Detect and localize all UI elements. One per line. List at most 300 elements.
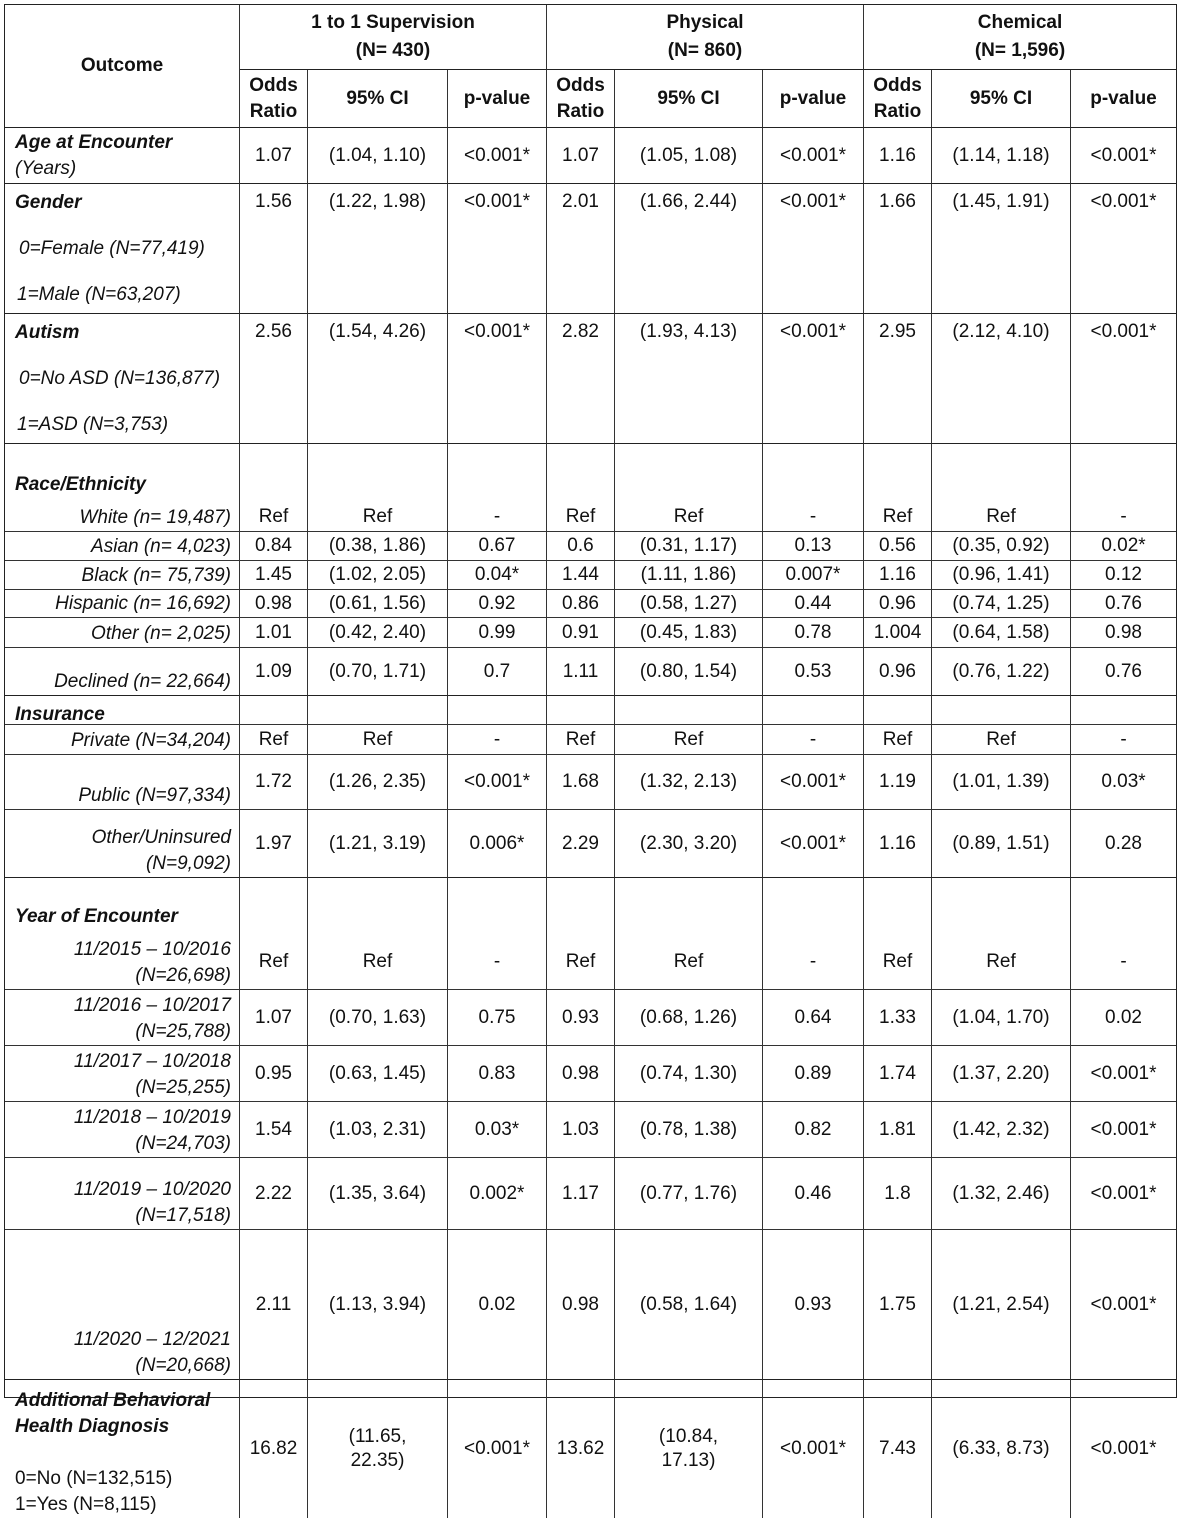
value-text: <0.001* xyxy=(463,771,531,792)
value-text: (0.58, 1.64) xyxy=(639,1293,738,1315)
value-cell xyxy=(1071,755,1176,810)
value-cell xyxy=(1071,1380,1176,1518)
value-text: <0.001* xyxy=(463,321,531,342)
value-text: 2.01 xyxy=(562,191,599,212)
label-text: 1=ASD (N=3,753) xyxy=(17,414,169,435)
value-cell xyxy=(615,532,763,561)
value-cell xyxy=(547,590,615,618)
label-text: Age at Encounter xyxy=(15,132,173,153)
empty-cell xyxy=(448,444,547,502)
value-cell xyxy=(615,128,763,184)
value-cell xyxy=(763,502,864,532)
value-text: (1.35, 3.64) xyxy=(328,1182,427,1204)
value-cell xyxy=(1071,648,1176,696)
value-text: 0.02* xyxy=(1101,535,1146,556)
value-cell xyxy=(1071,590,1176,618)
label-text: Public (N=97,334) xyxy=(78,785,231,806)
value-cell xyxy=(308,314,448,444)
value-text: (1.32, 2.46) xyxy=(952,1182,1050,1204)
empty-cell xyxy=(308,444,448,502)
row-label-race xyxy=(5,532,240,561)
value-cell xyxy=(308,1380,448,1518)
results-table xyxy=(4,4,1177,1515)
section-title-year xyxy=(5,878,240,934)
value-cell xyxy=(308,532,448,561)
subheader-ci xyxy=(932,70,1071,128)
empty-cell xyxy=(864,696,932,725)
value-cell xyxy=(864,532,932,561)
value-text: 1.75 xyxy=(879,1293,916,1315)
value-text: 1.07 xyxy=(255,1006,292,1028)
empty-cell xyxy=(763,696,864,725)
value-text: 1.01 xyxy=(255,621,292,643)
value-cell xyxy=(448,934,547,990)
row-label-year xyxy=(5,1102,240,1158)
empty-cell xyxy=(615,878,763,934)
value-cell xyxy=(308,1158,448,1230)
value-cell xyxy=(932,1230,1071,1380)
value-cell xyxy=(864,810,932,878)
value-text: 0.12 xyxy=(1105,564,1142,585)
value-cell xyxy=(308,990,448,1046)
value-cell xyxy=(448,502,547,532)
value-cell xyxy=(932,1158,1071,1230)
value-text: 0.006* xyxy=(469,832,525,854)
value-cell xyxy=(448,990,547,1046)
value-text: 16.82 xyxy=(249,1438,298,1459)
value-cell xyxy=(615,725,763,755)
value-text: (0.74, 1.30) xyxy=(639,1062,738,1084)
value-cell xyxy=(547,1158,615,1230)
value-text: (1.05, 1.08) xyxy=(639,144,738,166)
value-cell xyxy=(615,618,763,648)
value-text: (0.68, 1.26) xyxy=(639,1006,738,1028)
value-text: 1.54 xyxy=(255,1118,292,1140)
value-cell xyxy=(615,755,763,810)
value-cell xyxy=(547,618,615,648)
value-cell xyxy=(932,590,1071,618)
value-text: (0.96, 1.41) xyxy=(952,564,1050,585)
value-text: (1.04, 1.10) xyxy=(328,144,427,166)
value-cell xyxy=(308,561,448,590)
value-text: 0.78 xyxy=(794,621,832,643)
value-text: 0.95 xyxy=(255,1062,292,1084)
empty-cell xyxy=(932,878,1071,934)
value-text: (1.04, 1.70) xyxy=(952,1006,1050,1028)
value-cell xyxy=(547,810,615,878)
subheader-label: p-value xyxy=(779,87,847,109)
value-text: 1.03 xyxy=(562,1118,599,1140)
value-text: 0.6 xyxy=(567,535,594,556)
value-text: (0.78, 1.38) xyxy=(639,1118,738,1140)
value-cell xyxy=(448,755,547,810)
label-text: Other/Uninsured xyxy=(91,827,231,848)
value-cell xyxy=(763,648,864,696)
value-text: (0.80, 1.54) xyxy=(639,660,738,682)
empty-cell xyxy=(1071,696,1176,725)
value-cell xyxy=(932,1046,1071,1102)
value-cell xyxy=(763,184,864,314)
value-cell xyxy=(1071,502,1176,532)
row-label-race xyxy=(5,502,240,532)
value-text: 2.29 xyxy=(562,832,599,854)
empty-cell xyxy=(932,444,1071,502)
value-text: 0.91 xyxy=(562,621,599,643)
label-text: Autism xyxy=(15,322,80,343)
row-label-year xyxy=(5,1158,240,1230)
value-cell xyxy=(240,1046,308,1102)
value-cell xyxy=(763,561,864,590)
subheader-ci xyxy=(308,70,448,128)
value-text: 0.7 xyxy=(483,660,511,682)
value-cell xyxy=(240,502,308,532)
value-text: 1.19 xyxy=(879,771,916,792)
value-cell xyxy=(615,1158,763,1230)
value-cell xyxy=(615,648,763,696)
value-text: <0.001* xyxy=(779,191,847,212)
value-cell xyxy=(547,184,615,314)
value-text: 0.83 xyxy=(478,1062,516,1084)
row-label-insurance xyxy=(5,725,240,755)
value-cell xyxy=(1071,128,1176,184)
value-text: - xyxy=(493,505,501,527)
empty-cell xyxy=(615,444,763,502)
value-text: 0.99 xyxy=(478,621,516,643)
value-text: 0.93 xyxy=(562,1006,599,1028)
empty-cell xyxy=(547,444,615,502)
value-text: Ref xyxy=(362,728,393,750)
value-text: (1.13, 3.94) xyxy=(328,1293,427,1315)
value-cell xyxy=(547,502,615,532)
value-cell xyxy=(448,532,547,561)
value-text: 2.82 xyxy=(562,321,599,342)
row-label-race xyxy=(5,648,240,696)
row-label-race xyxy=(5,590,240,618)
value-text: 1.45 xyxy=(255,564,292,585)
group-n: (N= 1,596) xyxy=(974,40,1066,61)
row-label-year xyxy=(5,934,240,990)
row-label-insurance xyxy=(5,755,240,810)
group-name: 1 to 1 Supervision xyxy=(311,12,475,33)
value-text: 1.8 xyxy=(884,1182,911,1204)
value-text: - xyxy=(493,728,501,750)
value-text: 0.64 xyxy=(794,1006,832,1028)
value-cell xyxy=(547,1046,615,1102)
value-text: (1.22, 1.98) xyxy=(328,191,427,212)
value-cell xyxy=(547,934,615,990)
value-text: 1.11 xyxy=(562,660,599,682)
value-text: Ref xyxy=(565,505,596,527)
subheader-label: Odds Ratio xyxy=(873,74,922,122)
value-text: 0.76 xyxy=(1105,660,1142,682)
value-text: 1.33 xyxy=(879,1006,916,1028)
value-cell xyxy=(864,184,932,314)
value-text: 0.86 xyxy=(562,592,599,614)
label-text: 0=No ASD (N=136,877) xyxy=(19,368,221,389)
value-cell xyxy=(864,618,932,648)
value-text: (1.54, 4.26) xyxy=(328,321,427,342)
value-text: 1.68 xyxy=(562,771,599,792)
label-text: Year of Encounter xyxy=(15,906,178,927)
value-cell xyxy=(547,1102,615,1158)
value-cell xyxy=(240,1158,308,1230)
value-text: Ref xyxy=(258,950,289,972)
value-cell xyxy=(615,934,763,990)
value-text: (1.21, 3.19) xyxy=(328,832,427,854)
value-cell xyxy=(547,990,615,1046)
value-cell xyxy=(240,934,308,990)
value-text: 1.16 xyxy=(879,832,916,854)
label-text: Declined (n= 22,664) xyxy=(54,671,231,692)
subheader-label: 95% CI xyxy=(657,87,720,109)
value-text: 1.07 xyxy=(562,144,599,166)
empty-cell xyxy=(240,444,308,502)
value-cell xyxy=(240,561,308,590)
value-text: <0.001* xyxy=(1090,144,1157,166)
value-cell xyxy=(615,1230,763,1380)
label-text: 11/2019 – 10/2020 xyxy=(73,1179,231,1200)
value-text: (1.02, 2.05) xyxy=(328,564,427,585)
value-cell xyxy=(1071,314,1176,444)
value-text: Ref xyxy=(986,505,1016,527)
row-label-year xyxy=(5,1046,240,1102)
value-text: <0.001* xyxy=(1090,1182,1157,1204)
value-text: <0.001* xyxy=(779,832,847,854)
value-cell xyxy=(240,648,308,696)
value-cell xyxy=(932,934,1071,990)
value-cell xyxy=(448,618,547,648)
value-cell xyxy=(864,590,932,618)
value-cell xyxy=(615,561,763,590)
row-label-year xyxy=(5,1230,240,1380)
value-text: (0.77, 1.76) xyxy=(639,1182,738,1204)
value-cell xyxy=(615,184,763,314)
value-cell xyxy=(308,755,448,810)
subheader-p xyxy=(448,70,547,128)
value-cell xyxy=(864,1102,932,1158)
value-cell xyxy=(547,1380,615,1518)
value-cell xyxy=(1071,1230,1176,1380)
value-text: 0.96 xyxy=(879,592,916,614)
value-cell xyxy=(448,725,547,755)
value-cell xyxy=(864,1230,932,1380)
value-cell xyxy=(1071,1158,1176,1230)
value-text: 1.72 xyxy=(255,771,292,792)
value-text: Ref xyxy=(362,950,393,972)
value-cell xyxy=(932,618,1071,648)
value-text: 0.002* xyxy=(469,1182,525,1204)
value-text: (0.42, 2.40) xyxy=(328,621,427,643)
value-text: - xyxy=(493,950,501,972)
value-cell xyxy=(615,502,763,532)
value-cell xyxy=(448,590,547,618)
value-cell xyxy=(240,990,308,1046)
value-cell xyxy=(615,1046,763,1102)
value-cell xyxy=(448,1046,547,1102)
empty-cell xyxy=(448,878,547,934)
value-cell xyxy=(864,561,932,590)
value-cell xyxy=(240,1102,308,1158)
label-text: 11/2017 – 10/2018 xyxy=(73,1051,231,1072)
value-cell xyxy=(864,1380,932,1518)
value-text: (0.63, 1.45) xyxy=(328,1062,427,1084)
label-text: (N=24,703) xyxy=(135,1133,231,1154)
value-text: 2.22 xyxy=(255,1182,292,1204)
value-text: Ref xyxy=(882,728,913,750)
label-text: Private (N=34,204) xyxy=(71,730,231,751)
row-label-insurance xyxy=(5,810,240,878)
value-text: <0.001* xyxy=(1090,1293,1157,1315)
value-cell xyxy=(932,1102,1071,1158)
header-group-2 xyxy=(864,5,1176,70)
value-text: Ref xyxy=(565,950,596,972)
subheader-or xyxy=(864,70,932,128)
value-cell xyxy=(308,184,448,314)
value-text: (0.31, 1.17) xyxy=(639,535,738,556)
value-cell xyxy=(932,810,1071,878)
value-text: (10.84, 17.13) xyxy=(658,1426,719,1471)
value-cell xyxy=(240,314,308,444)
value-text: <0.001* xyxy=(779,1438,847,1459)
value-cell xyxy=(864,1046,932,1102)
value-cell xyxy=(763,1046,864,1102)
value-cell xyxy=(763,532,864,561)
label-text: 0=No (N=132,515) xyxy=(15,1468,173,1489)
value-text: Ref xyxy=(565,728,596,750)
value-cell xyxy=(240,128,308,184)
value-cell xyxy=(864,934,932,990)
label-text: Asian (n= 4,023) xyxy=(91,536,231,557)
header-outcome-label: Outcome xyxy=(80,55,164,76)
empty-cell xyxy=(308,878,448,934)
value-cell xyxy=(763,618,864,648)
section-title-race xyxy=(5,444,240,502)
value-cell xyxy=(240,1230,308,1380)
subheader-label: p-value xyxy=(1090,87,1157,109)
value-text: 0.75 xyxy=(478,1006,516,1028)
label-text: 11/2020 – 12/2021 xyxy=(73,1329,231,1350)
value-cell xyxy=(932,990,1071,1046)
subheader-label: Odds Ratio xyxy=(249,74,298,122)
value-text: - xyxy=(809,505,817,527)
label-text: (N=9,092) xyxy=(145,853,231,874)
label-text: (N=25,255) xyxy=(135,1077,231,1098)
value-cell xyxy=(308,725,448,755)
value-text: 0.82 xyxy=(794,1118,832,1140)
subheader-ci xyxy=(615,70,763,128)
value-text: 0.03* xyxy=(1101,771,1146,792)
value-cell xyxy=(932,314,1071,444)
value-text: 0.28 xyxy=(1105,832,1142,854)
value-cell xyxy=(240,755,308,810)
value-text: 0.007* xyxy=(785,564,841,585)
value-text: (1.01, 1.39) xyxy=(952,771,1050,792)
value-text: Ref xyxy=(673,505,704,527)
value-text: (1.66, 2.44) xyxy=(639,191,738,212)
value-cell xyxy=(547,532,615,561)
value-text: 1.07 xyxy=(255,144,292,166)
subheader-label: Odds Ratio xyxy=(556,74,605,122)
value-cell xyxy=(240,618,308,648)
value-cell xyxy=(308,648,448,696)
value-text: Ref xyxy=(673,728,704,750)
value-cell xyxy=(615,1380,763,1518)
header-group-0 xyxy=(240,5,547,70)
value-text: (0.64, 1.58) xyxy=(952,621,1050,643)
row-label-year xyxy=(5,990,240,1046)
label-text: White (n= 19,487) xyxy=(79,507,231,528)
value-cell xyxy=(932,725,1071,755)
empty-cell xyxy=(448,696,547,725)
subheader-label: p-value xyxy=(463,87,531,109)
value-text: Ref xyxy=(986,950,1016,972)
value-text: 0.03* xyxy=(474,1118,520,1140)
empty-cell xyxy=(615,696,763,725)
subheader-p xyxy=(1071,70,1176,128)
row-label-autism xyxy=(5,314,240,444)
value-text: 13.62 xyxy=(556,1438,605,1459)
value-text: 0.76 xyxy=(1105,592,1142,614)
group-n: (N= 860) xyxy=(667,40,743,61)
value-text: <0.001* xyxy=(779,321,847,342)
value-text: 0.89 xyxy=(794,1062,832,1084)
empty-cell xyxy=(1071,878,1176,934)
value-text: (0.58, 1.27) xyxy=(639,592,738,614)
value-text: 0.56 xyxy=(879,535,916,556)
value-text: 1.97 xyxy=(255,832,292,854)
value-cell xyxy=(763,314,864,444)
value-text: Ref xyxy=(882,950,913,972)
value-cell xyxy=(1071,618,1176,648)
value-text: 2.11 xyxy=(255,1293,292,1315)
group-n: (N= 430) xyxy=(355,40,431,61)
label-text: (N=20,668) xyxy=(135,1355,231,1376)
value-text: - xyxy=(1120,505,1127,527)
label-text: Hispanic (n= 16,692) xyxy=(55,593,231,614)
value-text: (0.70, 1.63) xyxy=(328,1006,427,1028)
value-text: 1.44 xyxy=(562,564,599,585)
value-text: 0.44 xyxy=(794,592,832,614)
value-text: Ref xyxy=(986,728,1016,750)
value-text: (1.93, 4.13) xyxy=(639,321,738,342)
value-cell xyxy=(763,128,864,184)
value-cell xyxy=(864,128,932,184)
value-text: 1.16 xyxy=(879,144,916,166)
subheader-label: 95% CI xyxy=(346,87,409,109)
value-cell xyxy=(615,990,763,1046)
value-text: (2.30, 3.20) xyxy=(639,832,738,854)
value-cell xyxy=(448,1102,547,1158)
label-text: 0=Female (N=77,419) xyxy=(19,238,205,259)
value-cell xyxy=(615,590,763,618)
value-text: 0.92 xyxy=(478,592,516,614)
empty-cell xyxy=(240,878,308,934)
value-cell xyxy=(308,1102,448,1158)
label-text: Other (n= 2,025) xyxy=(91,623,231,644)
value-cell xyxy=(864,990,932,1046)
value-text: Ref xyxy=(362,505,393,527)
value-text: - xyxy=(809,728,817,750)
value-text: (1.37, 2.20) xyxy=(952,1062,1050,1084)
label-text: 11/2015 – 10/2016 xyxy=(73,939,231,960)
value-cell xyxy=(864,725,932,755)
header-group-1 xyxy=(547,5,864,70)
value-text: 2.95 xyxy=(879,321,916,342)
value-text: 0.93 xyxy=(794,1293,832,1315)
value-text: (1.45, 1.91) xyxy=(952,191,1050,212)
value-text: Ref xyxy=(258,728,289,750)
value-text: 0.98 xyxy=(562,1062,599,1084)
